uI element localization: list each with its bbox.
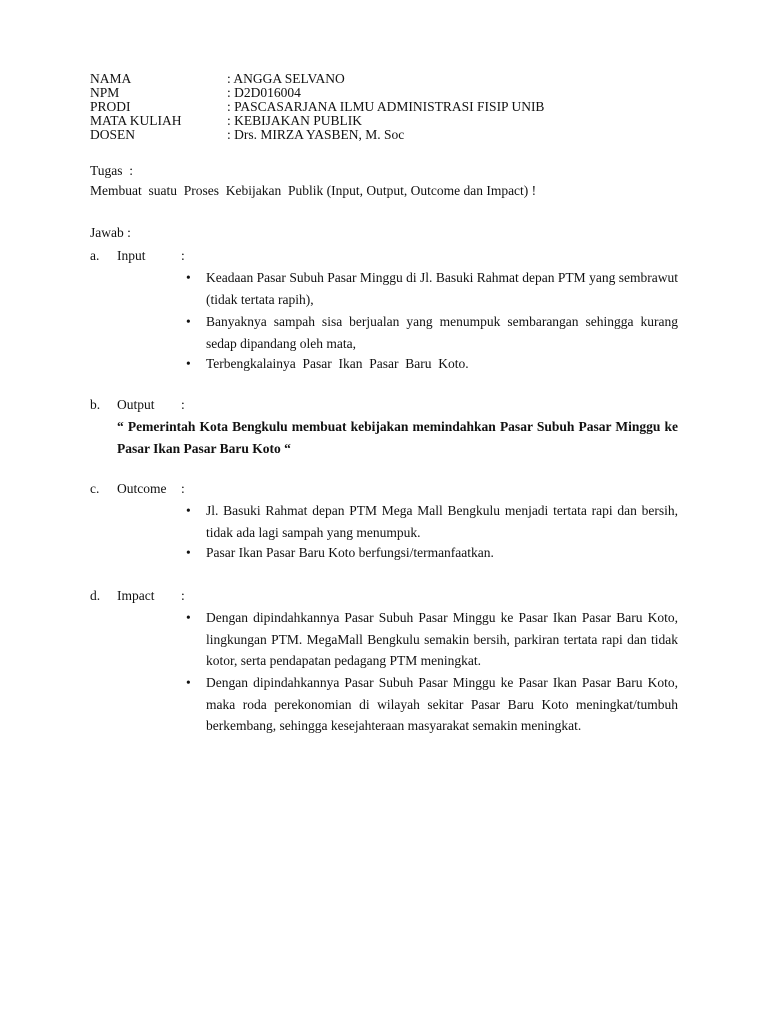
list-item: Keadaan Pasar Subuh Pasar Minggu di Jl. Basuki Rahmat depan PTM yang sembrawut (tidak tertata rapih), (206, 270, 678, 307)
header-value-dosen: : Drs. MIRZA YASBEN, M. Soc (227, 127, 405, 142)
bullet-icon: • (186, 503, 191, 518)
header-label-npm: NPM (90, 85, 120, 100)
bullet-icon: • (186, 270, 191, 285)
header-label-nama: NAMA (90, 71, 132, 86)
section-letter: c. (90, 481, 100, 496)
task-text: Membuat suatu Proses Kebijakan Publik (Input, Output, Outcome dan Impact) ! (90, 183, 537, 198)
header-value-mata-kuliah: : KEBIJAKAN PUBLIK (227, 113, 362, 128)
list-item: Dengan dipindahkannya Pasar Subuh Pasar Minggu ke Pasar Ikan Pasar Baru Koto, lingkungan PTM. MegaMall Bengkulu semakin bersih, parkiran tertata rapi dan tidak kotor, serta pendapatan pedagang PTM meningkat. (206, 610, 678, 669)
header-value-npm: : D2D016004 (227, 85, 301, 100)
list-item: Dengan dipindahkannya Pasar Subuh Pasar Minggu ke Pasar Ikan Pasar Baru Koto, maka roda perekonomian di wilayah sekitar Pasar Baru Koto meningkat/tumbuh berkembang, sehingga kesejahteraan masyarakat semakin meningkat. (206, 675, 678, 734)
bullet-icon: • (186, 675, 191, 690)
section-letter: a. (90, 248, 100, 263)
section-colon: : (181, 481, 185, 496)
bullet-icon: • (186, 356, 191, 371)
section-title-outcome: Outcome (117, 481, 167, 496)
header-value-nama: : ANGGA SELVANO (227, 71, 345, 86)
task-label: Tugas : (90, 163, 134, 178)
header-value-prodi: : PASCASARJANA ILMU ADMINISTRASI FISIP UNIB (227, 99, 545, 114)
header-label-dosen: DOSEN (90, 127, 136, 142)
bullet-icon: • (186, 545, 191, 560)
list-item: Jl. Basuki Rahmat depan PTM Mega Mall Bengkulu menjadi tertata rapi dan bersih, tidak ada lagi sampah yang menumpuk. (206, 503, 678, 540)
header-label-prodi: PRODI (90, 99, 131, 114)
bullet-icon: • (186, 610, 191, 625)
header-label-mata-kuliah: MATA KULIAH (90, 113, 182, 128)
output-statement: “ Pemerintah Kota Bengkulu membuat kebijakan memindahkan Pasar Subuh Pasar Minggu ke Pasar Ikan Pasar Baru Koto “ (117, 419, 678, 456)
list-item: Pasar Ikan Pasar Baru Koto berfungsi/termanfaatkan. (206, 545, 494, 560)
answer-label: Jawab : (90, 225, 131, 240)
bullet-icon: • (186, 314, 191, 329)
section-colon: : (181, 588, 185, 603)
section-title-impact: Impact (117, 588, 155, 603)
list-item: Terbengkalainya Pasar Ikan Pasar Baru Koto. (206, 356, 469, 371)
section-letter: d. (90, 588, 101, 603)
list-item: Banyaknya sampah sisa berjualan yang menumpuk sembarangan sehingga kurang sedap dipandang oleh mata, (206, 314, 678, 351)
section-letter: b. (90, 397, 101, 412)
section-title-output: Output (117, 397, 155, 412)
section-colon: : (181, 248, 185, 263)
section-colon: : (181, 397, 185, 412)
section-title-input: Input (117, 248, 146, 263)
